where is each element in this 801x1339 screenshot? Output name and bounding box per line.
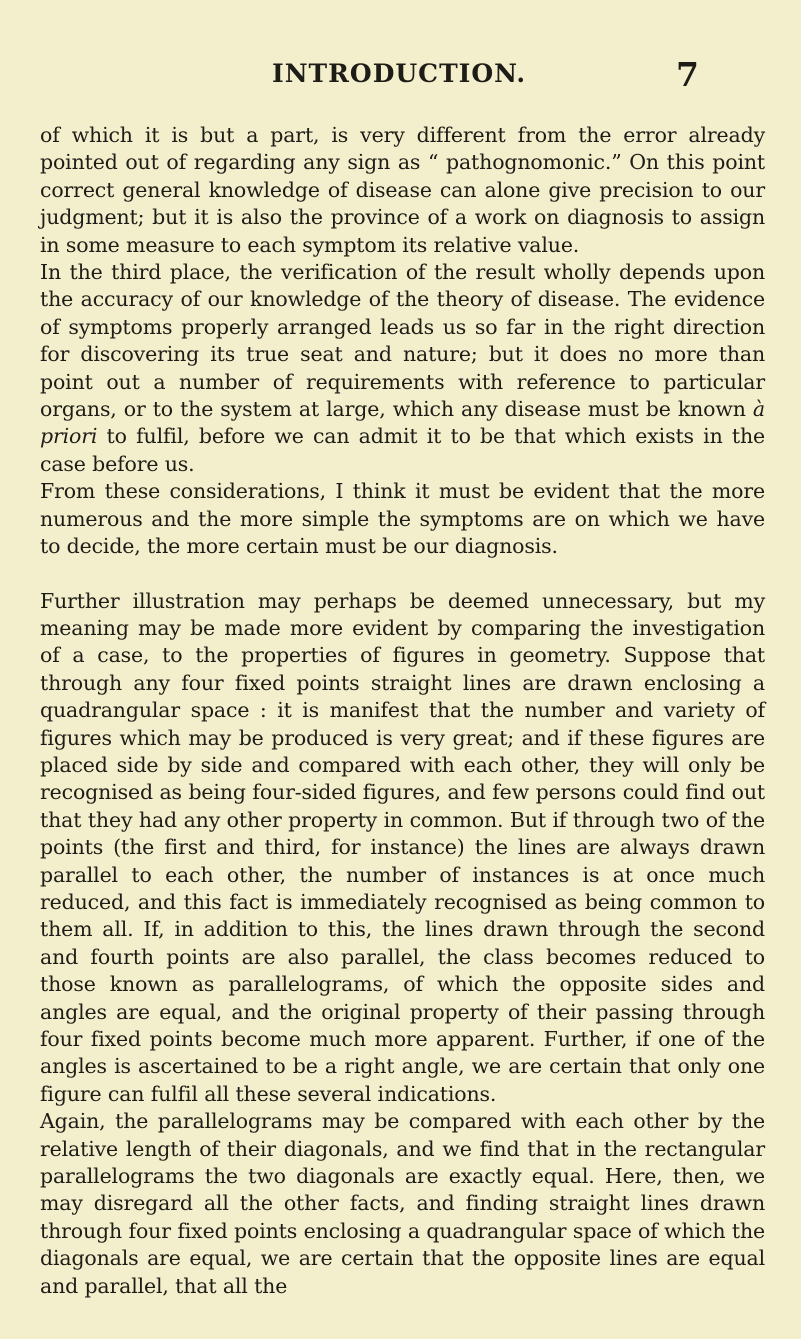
paragraph: From these considerations, I think it must be evident that the more numerous and the more simple the symptoms are on which we have to decide, the more certain must be our diagnosis. xyxy=(40,479,765,559)
paragraph: Again, the parallelograms may be compared with each other by the relative length of their diagonals, and we find that in the rectangular parallelograms the two diagonals are exactly equal. Here, then, we may disregard all the other facts, and finding straight lines drawn through four fixed points enclosing a quadrangular space of which the diagonals are equal, we are certain that the opposite lines are equal and parallel, that all the xyxy=(40,1109,765,1298)
paragraph xyxy=(40,259,765,478)
body-text xyxy=(40,122,765,1300)
chapter-title: INTRODUCTION. xyxy=(272,59,527,88)
italic-phrase: à priori xyxy=(40,397,765,449)
paragraph-text: to fulfil, before we can admit it to be that which exists in the case before us. xyxy=(40,424,765,476)
paragraph: Further illustration may perhaps be deemed unnecessary, but my meaning may be made more evident by comparing the investigation of a case, to the properties of figures in geometry. Suppose that through any four fixed points straight lines are drawn enclosing a quadrangular space : it is manifest that the number and variety of figures which may be produced is very great; and if these figures are placed side by side and compared with each other, they will only be recognised as being four-sided figures, and few persons could find out that they had any other property in common. But if through two of the points (the first and third, for instance) the lines are always drawn parallel to each other, the number of instances is at once much reduced, and this fact is immediately recognised as being common to them all. If, in addition to this, the lines drawn through the second and fourth points are also parallel, the class becomes reduced to those known as parallelograms, of which the opposite sides and angles are equal, and the original property of their passing through four fixed points become much more apparent. Further, if one of the angles is ascertained to be a right angle, we are certain that only one figure can fulfil all these several indications. xyxy=(40,588,765,1106)
page-number: 7 xyxy=(676,55,699,94)
paragraph-text: In the third place, the verification of the result wholly depends upon the accuracy of our knowledge of the theory of disease. The evidence of symptoms properly arranged leads us so far in the right direction for discovering its true seat and nature; but it does no more than point out a number of requirements with reference to particular organs, or to the system at large, which any disease must be known xyxy=(40,260,765,422)
running-head xyxy=(0,55,801,99)
paragraph: of which it is but a part, is very different from the error already pointed out of regarding any sign as “ pathognomonic.” On this point correct general knowledge of disease can alone give precision to our judgment; but it is also the province of a work on diagnosis to assign in some measure to each symptom its relative value. xyxy=(40,123,765,257)
